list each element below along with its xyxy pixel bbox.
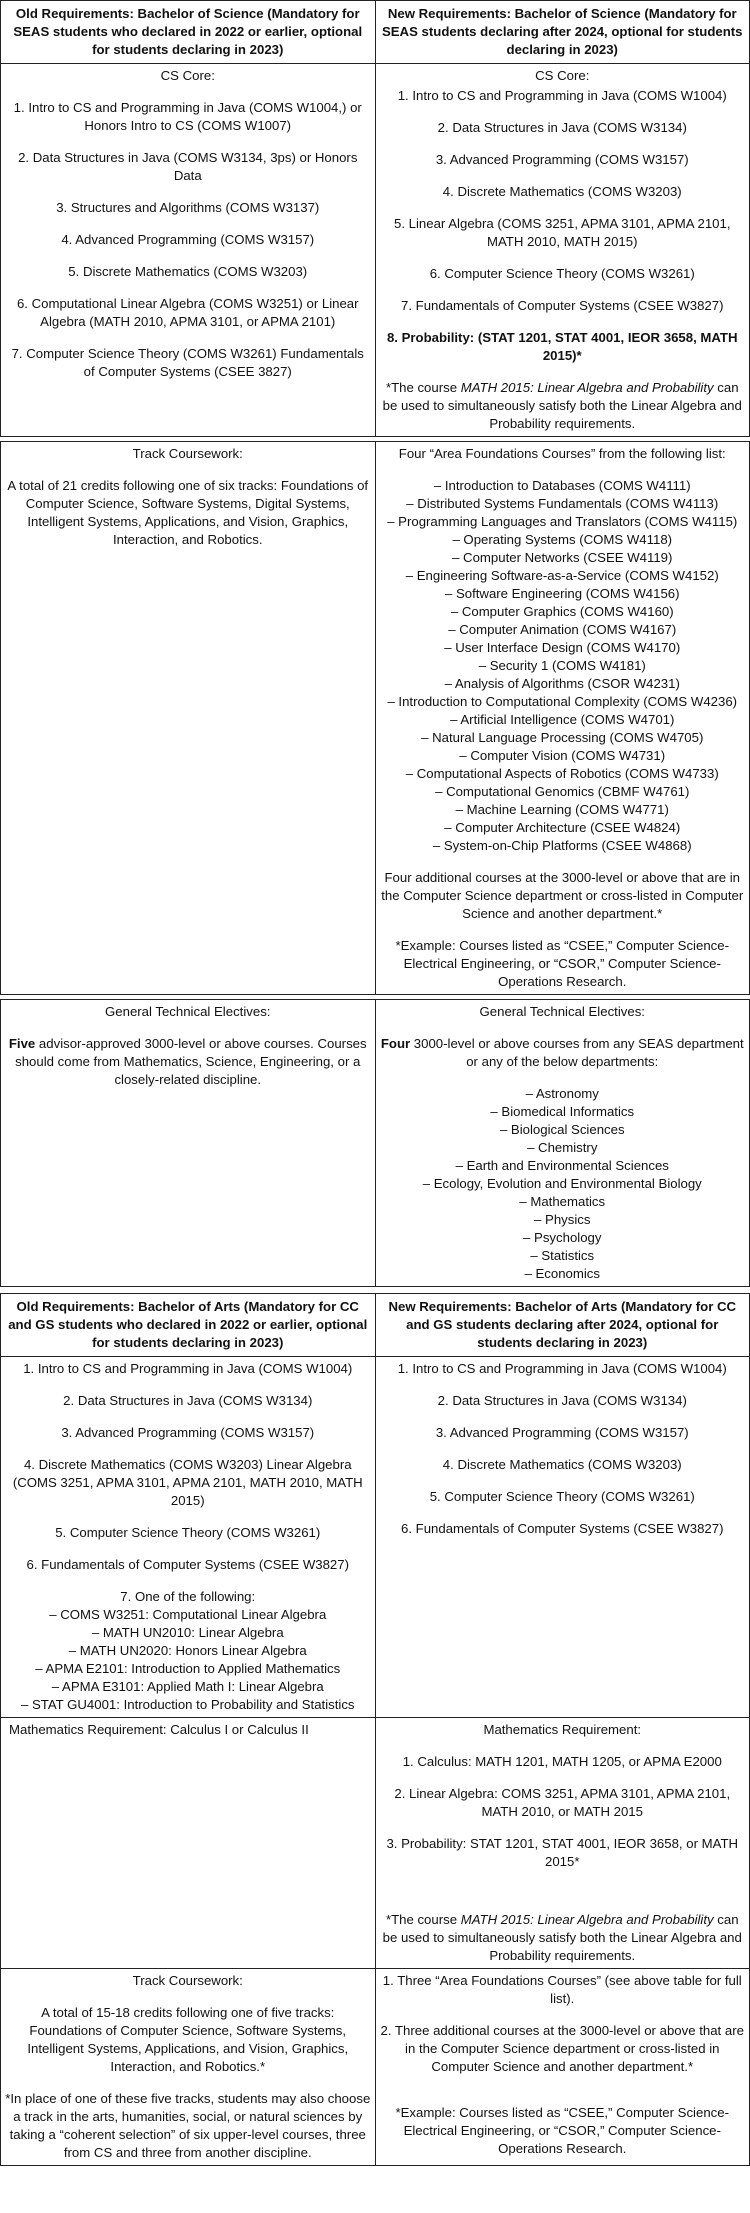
list-item: – Biological Sciences [499,1122,625,1137]
note-text: can be used to simultaneously satisfy both the Linear Algebra and Probability requirements. [382,1912,742,1963]
ba-old-math-text: Mathematics Requirement: Calculus I or Calculus II [9,1722,309,1737]
list-item: – Physics [534,1212,591,1227]
ba-new-core-item: 5. Computer Science Theory (COMS W3261) [429,1489,695,1504]
bs-old-core-item: 7. Computer Science Theory (COMS W3261) Fundamentals of Computer Systems (CSEE 3827) [11,346,364,379]
ba-old-track-text: A total of 15-18 credits following one of five tracks: Foundations of Computer Science, Software Systems, Intelligent Systems, Applications, and Vision, Graphics, Interaction, and Robotics.* [27,2005,349,2074]
list-item: – Machine Learning (COMS W4771) [455,802,669,817]
list-item: – Computer Vision (COMS W4731) [459,748,666,763]
note-emphasis: MATH 2015: Linear Algebra and Probability [460,1912,714,1927]
list-item: – Engineering Software-as-a-Service (COMS W4152) [405,568,719,583]
ba-old-core-item: 3. Advanced Programming (COMS W3157) [61,1425,315,1440]
bs-old-core-item: 2. Data Structures in Java (COMS W3134, 3ps) or Honors Data [18,150,358,183]
electives-count: Four [380,1036,411,1051]
ba-math-row [1,1718,750,1969]
bs-old-electives-label: General Technical Electives: [105,1004,271,1019]
bs-old-core-item: 3. Structures and Algorithms (COMS W3137) [56,200,320,215]
area-foundations-list [380,477,746,855]
bs-old-track-cell [1,442,376,995]
ba-new-core-item: 4. Discrete Mathematics (COMS W3203) [442,1457,682,1472]
bs-new-track-extra: Four additional courses at the 3000-level or above that are in the Computer Science department or cross-listed in Computer Science and another department.* [381,870,744,921]
list-item: – Operating Systems (COMS W4118) [452,532,673,547]
ba-track-row [1,1969,750,2166]
list-item: – Natural Language Processing (COMS W4705) [421,730,704,745]
ba-core-row [1,1357,750,1718]
bs-new-core-item: 2. Data Structures in Java (COMS W3134) [437,120,687,135]
bs-new-core-probability-text: 8. Probability: (STAT 1201, STAT 4001, IEOR 3658, MATH 2015)* [386,330,738,363]
ba-old-core-item: 1. Intro to CS and Programming in Java (COMS W1004) [23,1361,353,1376]
bs-new-track-example: *Example: Courses listed as “CSEE,” Computer Science-Electrical Engineering, or “CSOR,” Computer Science-Operations Research. [395,938,729,989]
list-item: – User Interface Design (COMS W4170) [444,640,681,655]
bs-old-core-cell [1,64,376,437]
bs-new-core-item: 5. Linear Algebra (COMS 3251, APMA 3101, APMA 2101, MATH 2010, MATH 2015) [394,216,731,249]
note-text: *The course [385,380,461,395]
list-item: – Ecology, Evolution and Environmental Biology [422,1176,702,1191]
ba-new-core-cell [375,1357,750,1718]
ba-old-track-label: Track Coursework: [132,1973,243,1988]
ba-old-seven-label: 7. One of the following: [120,1589,256,1604]
ba-new-core-item: 3. Advanced Programming (COMS W3157) [435,1425,689,1440]
bs-old-electives-text [5,1035,371,1089]
ba-new-header: New Requirements: Bachelor of Arts (Mandatory for CC and GS students declaring after 2024, optional for students declaring in 2023) [375,1294,750,1357]
note-text: can be used to simultaneously satisfy both the Linear Algebra and Probability requirements. [382,380,742,431]
bs-old-electives-cell [1,1000,376,1287]
ba-requirements-table [0,1293,750,2166]
ba-old-core-item: 2. Data Structures in Java (COMS W3134) [63,1393,313,1408]
bs-new-core-note [380,379,746,433]
bs-old-core-item: 1. Intro to CS and Programming in Java (COMS W1004,) or Honors Intro to CS (COMS W1007) [13,100,362,133]
list-item: – System-on-Chip Platforms (CSEE W4868) [432,838,692,853]
bs-new-track-cell [375,442,750,995]
ba-new-track-item: 1. Three “Area Foundations Courses” (see above table for full list). [382,1973,742,2006]
list-item: – Economics [524,1266,600,1281]
ba-old-core-item: 5. Computer Science Theory (COMS W3261) [55,1525,321,1540]
list-item: – Mathematics [519,1194,606,1209]
ba-old-header: Old Requirements: Bachelor of Arts (Mandatory for CC and GS students who declared in 2022 or earlier, optional for students declaring in 2023) [1,1294,376,1357]
departments-list [380,1085,746,1283]
bs-old-track-label: Track Coursework: [132,446,243,461]
list-item: – Introduction to Computational Complexity (COMS W4236) [387,694,738,709]
list-item: – Programming Languages and Translators (COMS W4115) [387,514,738,529]
bs-new-electives-text [380,1035,746,1071]
bs-new-core-item: 1. Intro to CS and Programming in Java (COMS W1004) [397,88,727,103]
ba-old-math-cell [1,1718,376,1969]
note-text: *The course [385,1912,461,1927]
list-item: – Earth and Environmental Sciences [455,1158,669,1173]
ba-new-math-label: Mathematics Requirement: [483,1722,642,1737]
bs-new-core-item: 4. Discrete Mathematics (COMS W3203) [442,184,682,199]
list-item: – Introduction to Databases (COMS W4111) [433,478,691,493]
list-item: – Software Engineering (COMS W4156) [444,586,680,601]
bs-new-header: New Requirements: Bachelor of Science (Mandatory for SEAS students declaring after 2024, optional for students declaring in 2023) [375,1,750,64]
list-item: – Computer Networks (CSEE W4119) [452,550,673,565]
list-item: – Psychology [523,1230,602,1245]
bs-electives-row [1,1000,750,1287]
ba-new-track-cell [375,1969,750,2166]
bs-old-core-item: 6. Computational Linear Algebra (COMS W3251) or Linear Algebra (MATH 2010, APMA 3101, or APMA 2101) [16,296,359,329]
ba-new-math-item: 3. Probability: STAT 1201, STAT 4001, IEOR 3658, or MATH 2015* [386,1836,739,1869]
ba-new-math-note [380,1911,746,1965]
list-item: – Computer Architecture (CSEE W4824) [444,820,681,835]
ba-new-math-cell [375,1718,750,1969]
list-item: – Astronomy [525,1086,599,1101]
bs-old-core-item: 4. Advanced Programming (COMS W3157) [61,232,315,247]
list-item: – Biomedical Informatics [490,1104,635,1119]
list-item: – Analysis of Algorithms (CSOR W4231) [444,676,680,691]
bs-new-core-label: CS Core: [535,68,590,83]
ba-old-core-item: 4. Discrete Mathematics (COMS W3203) Linear Algebra (COMS 3251, APMA 3101, APMA 2101, MATH 2010, MATH 2015) [12,1457,363,1508]
ba-new-core-item: 2. Data Structures in Java (COMS W3134) [437,1393,687,1408]
list-item: – Computational Aspects of Robotics (COMS W4733) [405,766,719,781]
ba-new-core-item: 6. Fundamentals of Computer Systems (CSEE W3827) [401,1521,724,1536]
ba-new-track-example: *Example: Courses listed as “CSEE,” Computer Science-Electrical Engineering, or “CSOR,” Computer Science-Operations Research. [395,2105,729,2156]
bs-new-core-item: 6. Computer Science Theory (COMS W3261) [429,266,695,281]
bs-new-core-cell [375,64,750,437]
list-item: – APMA E3101: Applied Math I: Linear Algebra [51,1679,324,1694]
ba-new-math-item: 1. Calculus: MATH 1201, MATH 1205, or APMA E2000 [402,1754,722,1769]
electives-count: Five [8,1036,36,1051]
ba-new-math-item: 2. Linear Algebra: COMS 3251, APMA 3101, APMA 2101, MATH 2010, or MATH 2015 [394,1786,731,1819]
list-item: – Computer Graphics (COMS W4160) [450,604,674,619]
list-item: – Chemistry [527,1140,598,1155]
list-item: – MATH UN2010: Linear Algebra [91,1625,284,1640]
electives-text: 3000-level or above courses from any SEAS department or any of the below departments: [410,1036,744,1069]
electives-text: advisor-approved 3000-level or above courses. Courses should come from Mathematics, Science, Engineering, or a closely-related discipline. [15,1036,367,1087]
ba-new-core-item: 1. Intro to CS and Programming in Java (COMS W1004) [397,1361,727,1376]
list-item: – Computational Genomics (CBMF W4761) [435,784,690,799]
bs-old-core-item: 5. Discrete Mathematics (COMS W3203) [68,264,308,279]
list-item: – MATH UN2020: Honors Linear Algebra [68,1643,307,1658]
bs-old-header: Old Requirements: Bachelor of Science (Mandatory for SEAS students who declared in 2022 or earlier, optional for students declaring in 2023) [1,1,376,64]
ba-old-track-note: *In place of one of these five tracks, students may also choose a track in the arts, humanities, social, or natural sciences by taking a “coherent selection” of six upper-level courses, three from CS and three from another discipline. [5,2091,371,2160]
bs-core-row [1,64,750,437]
list-item: – Artificial Intelligence (COMS W4701) [450,712,675,727]
ba-old-core-cell [1,1357,376,1718]
list-item: – APMA E2101: Introduction to Applied Mathematics [35,1661,341,1676]
ba-new-track-item: 2. Three additional courses at the 3000-level or above that are in the Computer Science department or cross-listed in Computer Science and another department.* [380,2023,744,2074]
ba-old-track-cell [1,1969,376,2166]
bs-new-core-item: 7. Fundamentals of Computer Systems (CSEE W3827) [401,298,724,313]
ba-old-core-item: 6. Fundamentals of Computer Systems (CSEE W3827) [26,1557,349,1572]
list-item: – Security 1 (COMS W4181) [478,658,646,673]
list-item: – COMS W3251: Computational Linear Algebra [49,1607,327,1622]
list-item: – Distributed Systems Fundamentals (COMS W4113) [406,496,719,511]
bs-old-track-text: A total of 21 credits following one of six tracks: Foundations of Computer Science, Software Systems, Digital Systems, Intelligent Systems, Applications, and Vision, Graphics, Interaction, and Robotics. [7,478,369,547]
bs-new-electives-label: General Technical Electives: [479,1004,645,1019]
bs-track-row [1,442,750,995]
list-item: – STAT GU4001: Introduction to Probability and Statistics [20,1697,355,1712]
list-item: – Statistics [530,1248,595,1263]
bs-old-core-label: CS Core: [160,68,215,83]
bs-new-core-probability [380,329,746,365]
bs-new-electives-cell [375,1000,750,1287]
bs-new-track-label: Four “Area Foundations Courses” from the following list: [398,446,726,461]
list-item: – Computer Animation (COMS W4167) [448,622,677,637]
note-emphasis: MATH 2015: Linear Algebra and Probability [460,380,714,395]
bs-new-core-item: 3. Advanced Programming (COMS W3157) [435,152,689,167]
ba-old-core-item-seven [5,1588,371,1714]
